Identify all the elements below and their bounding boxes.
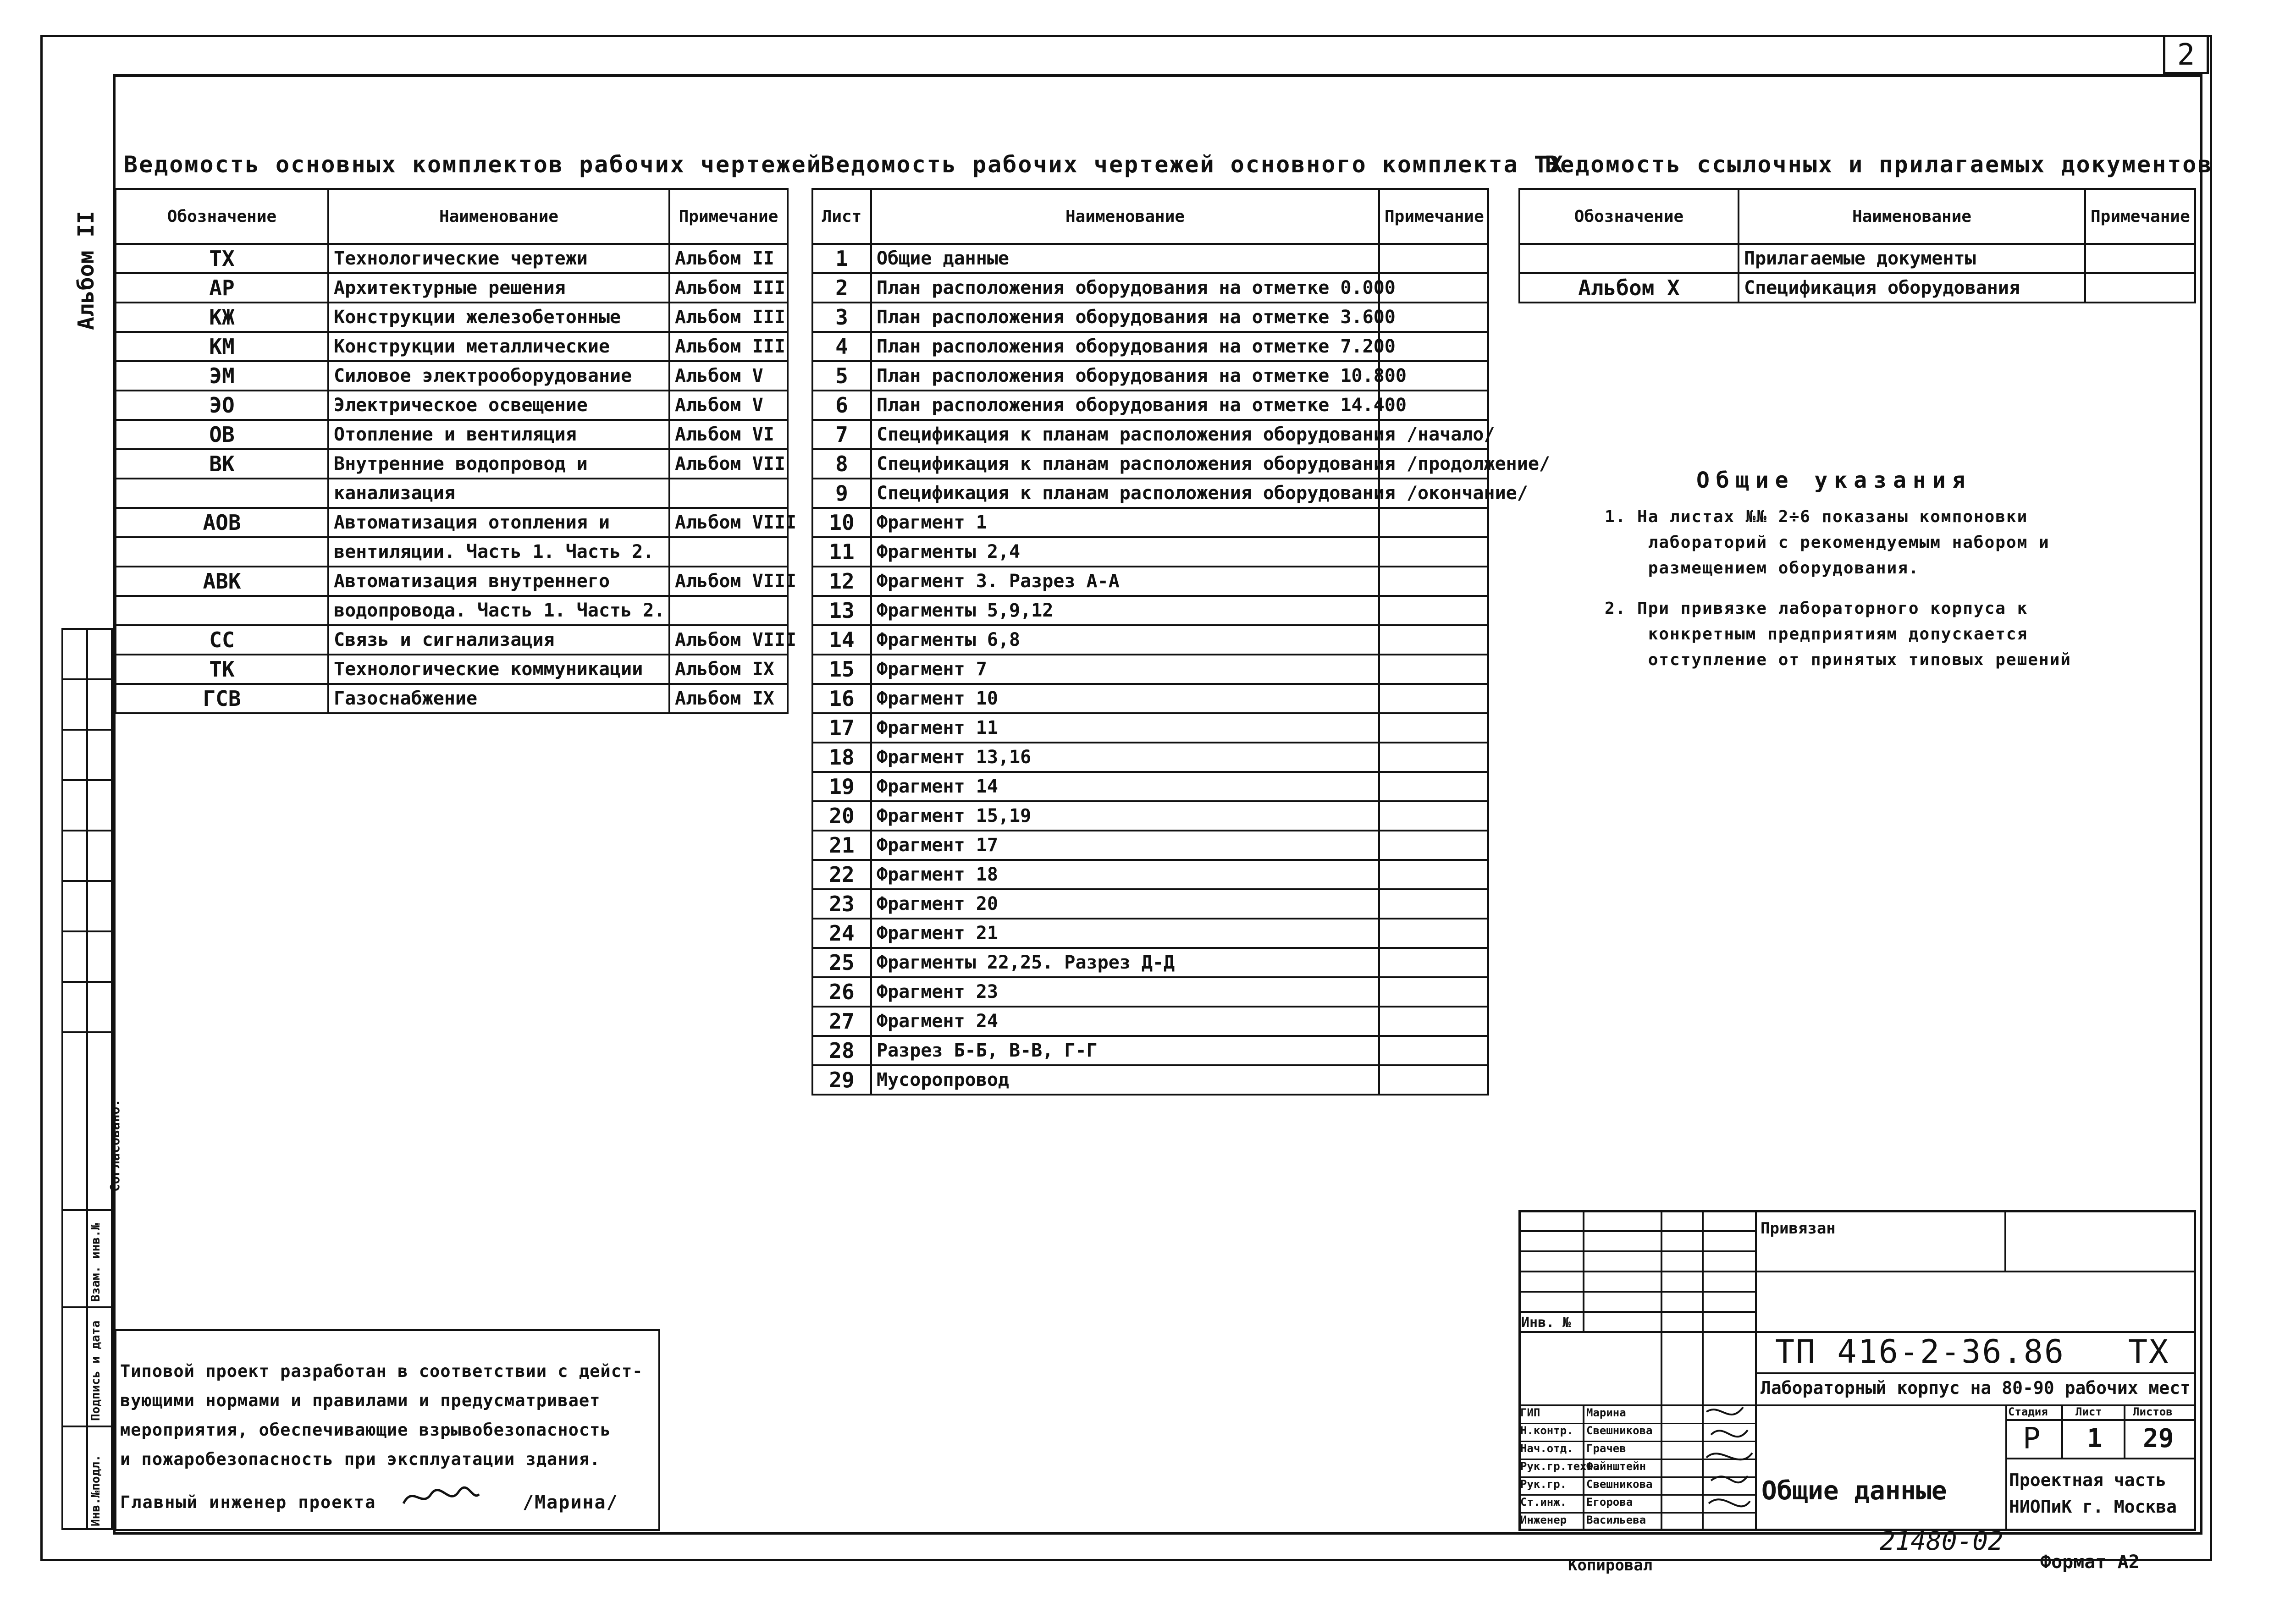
table-row (812, 479, 1488, 508)
table-row (812, 567, 1488, 596)
stamp-person: Свешникова (1586, 1424, 1653, 1437)
table-cell: Спецификация к планам расположения оборудования /окончание/ (871, 479, 1379, 508)
table-cell: Фрагмент 20 (871, 889, 1379, 919)
table-row (812, 860, 1488, 889)
table-cell-empty (1379, 801, 1488, 831)
table1 (115, 188, 796, 714)
table-cell: 16 (812, 684, 871, 713)
table-cell: Фрагмент 1 (871, 508, 1379, 537)
table-row (116, 303, 788, 332)
table-cell (116, 596, 328, 625)
table-cell: Разрез Б-Б, В-В, Г-Г (871, 1036, 1379, 1065)
table-cell: 6 (812, 391, 871, 420)
table-row (812, 449, 1488, 479)
table-cell: Фрагменты 22,25. Разрез Д-Д (871, 948, 1379, 977)
table-cell: Альбом V (669, 361, 788, 391)
table-cell: Фрагмент 10 (871, 684, 1379, 713)
table-cell: Альбом IX (669, 684, 788, 713)
table-cell: Отопление и вентиляция (328, 420, 669, 449)
table-cell: Конструкции металлические (328, 332, 669, 361)
stamp-role: Нач.отд. (1520, 1442, 1573, 1455)
organization: Проектная часть НИОПиК г. Москва (2009, 1470, 2177, 1517)
table-row (116, 596, 788, 625)
table-cell: Альбом IX (669, 655, 788, 684)
table-row (812, 1007, 1488, 1036)
table-row (116, 449, 788, 479)
table-cell: 20 (812, 801, 871, 831)
copied-label: Копировал (1568, 1556, 1653, 1574)
table2 (811, 188, 1551, 1096)
stamp-role: Рук.гр. (1520, 1478, 1567, 1491)
table-cell (2085, 273, 2195, 303)
table-row (1519, 244, 2195, 273)
table-cell: ТХ (116, 244, 328, 273)
table-row (1519, 273, 2195, 303)
table-cell (669, 596, 788, 625)
table-cell-empty (1379, 508, 1488, 537)
table-row (116, 567, 788, 596)
table-cell-empty (1379, 772, 1488, 801)
table-cell: Внутренние водопровод и (328, 449, 669, 479)
table-row (812, 1065, 1488, 1095)
table-row (812, 684, 1488, 713)
table-cell-empty (1379, 860, 1488, 889)
inv-no-label: Инв. № (1521, 1315, 1571, 1331)
table-cell: 23 (812, 889, 871, 919)
table3-header-note: Примечание (2085, 189, 2195, 244)
table-row (812, 801, 1488, 831)
table-cell: 8 (812, 449, 871, 479)
table-cell: 17 (812, 713, 871, 743)
table-row (116, 273, 788, 303)
table-cell: 10 (812, 508, 871, 537)
table-cell: АОВ (116, 508, 328, 537)
table-row (116, 479, 788, 508)
agreed-label: Согласовано: (107, 1099, 122, 1192)
project-code: ТП 416-2-36.86 (1775, 1333, 2065, 1371)
table-row (116, 332, 788, 361)
table-cell-empty (1379, 537, 1488, 567)
table2-header-name: Наименование (871, 189, 1379, 244)
stage-label: Стадия (2008, 1405, 2048, 1418)
table-cell: Альбом II (669, 244, 788, 273)
sheets-value: 29 (2143, 1424, 2174, 1453)
table-cell: Альбом X (1519, 273, 1739, 303)
table-cell: Технологические чертежи (328, 244, 669, 273)
table-cell: Фрагмент 15,19 (871, 801, 1379, 831)
table-row (812, 361, 1488, 391)
table1-header-designation: Обозначение (116, 189, 328, 244)
table-cell-empty (1379, 977, 1488, 1007)
table-cell: Фрагмент 21 (871, 919, 1379, 948)
table2-header-sheet: Лист (812, 189, 871, 244)
sheet-label: Лист (2075, 1405, 2102, 1418)
table-cell: 14 (812, 625, 871, 655)
table-cell: 18 (812, 743, 871, 772)
table2-header-note: Примечание (1379, 189, 1488, 244)
table3 (1518, 188, 2196, 303)
table-row (812, 889, 1488, 919)
table-cell: ОВ (116, 420, 328, 449)
table-cell: Альбом III (669, 303, 788, 332)
table-cell-empty (1379, 1065, 1488, 1095)
table-cell (2085, 244, 2195, 273)
table-cell: ВК (116, 449, 328, 479)
table-cell: Архитектурные решения (328, 273, 669, 303)
table-cell: 11 (812, 537, 871, 567)
title-block (1518, 1210, 2196, 1531)
table-row (116, 655, 788, 684)
table-cell: ЭО (116, 391, 328, 420)
table-cell: Фрагмент 3. Разрез А-А (871, 567, 1379, 596)
table-cell-empty (1379, 948, 1488, 977)
table-cell: Фрагмент 23 (871, 977, 1379, 1007)
stamp-role: ГИП (1520, 1406, 1540, 1419)
table-cell: вентиляции. Часть 1. Часть 2. (328, 537, 669, 567)
table-cell-empty (1379, 1036, 1488, 1065)
table-cell: Фрагмент 17 (871, 831, 1379, 860)
general-note-1: 1. На листах №№ 2÷6 показаны компоновки лабораторий с рекомендуемым набором и размещением оборудования. (1605, 507, 2050, 578)
sheet-value: 1 (2087, 1424, 2103, 1453)
table-cell: Спецификация к планам расположения оборудования /начало/ (871, 420, 1379, 449)
table-cell: Электрическое освещение (328, 391, 669, 420)
table-cell-empty (1379, 625, 1488, 655)
table-row (812, 948, 1488, 977)
table-cell: Фрагменты 6,8 (871, 625, 1379, 655)
table-cell: Фрагмент 11 (871, 713, 1379, 743)
table-cell: Технологические коммуникации (328, 655, 669, 684)
table-cell: Альбом VIII (669, 508, 788, 537)
table-row (812, 244, 1488, 273)
table-cell-empty (1379, 655, 1488, 684)
sheets-label: Листов (2133, 1405, 2173, 1418)
table-cell: Спецификация оборудования (1739, 273, 2085, 303)
table-cell: канализация (328, 479, 669, 508)
table-cell: Общие данные (871, 244, 1379, 273)
table-cell-empty (1379, 684, 1488, 713)
table-cell (1519, 244, 1739, 273)
table-cell: Автоматизация отопления и (328, 508, 669, 537)
table-row (812, 743, 1488, 772)
table-cell: Фрагмент 14 (871, 772, 1379, 801)
table-cell: Автоматизация внутреннего (328, 567, 669, 596)
sheet-title: Общие данные (1761, 1476, 1947, 1506)
table3-header-name: Наименование (1739, 189, 2085, 244)
chief-engineer-signature (399, 1481, 481, 1513)
table-cell: 9 (812, 479, 871, 508)
table-cell: 13 (812, 596, 871, 625)
stamp-person: Марина (1586, 1406, 1626, 1419)
table3-header-designation: Обозначение (1519, 189, 1739, 244)
table-cell: 24 (812, 919, 871, 948)
stamp-person: Свешникова (1586, 1478, 1653, 1491)
stamp-role: Рук.гр.техн. (1520, 1460, 1600, 1473)
table1-header-name: Наименование (328, 189, 669, 244)
table-row (812, 831, 1488, 860)
inv-dup-label: Взам. инв.№ (89, 1222, 103, 1302)
table3-title: Ведомость ссылочных и прилагаемых документов (1545, 151, 2213, 178)
compliance-text: Типовой проект разработан в соответствии с дейст- вующими нормами и правилами и предусматривает мероприятия, обеспечивающие взрывобезопасность и пожаробезопасность при эксплуатации здания. (120, 1361, 643, 1469)
table-cell: АВК (116, 567, 328, 596)
table-cell-empty (1379, 596, 1488, 625)
table-cell: АР (116, 273, 328, 303)
table-row (812, 508, 1488, 537)
table-cell: Фрагменты 2,4 (871, 537, 1379, 567)
table-cell: 4 (812, 332, 871, 361)
table-cell: План расположения оборудования на отметке 0.000 (871, 273, 1379, 303)
table-cell: Альбом VII (669, 449, 788, 479)
table-cell: Мусоропровод (871, 1065, 1379, 1095)
table-cell: Фрагмент 24 (871, 1007, 1379, 1036)
table-cell: Газоснабжение (328, 684, 669, 713)
table-cell (669, 537, 788, 567)
table-row (116, 684, 788, 713)
table-row (812, 596, 1488, 625)
table-cell: КЖ (116, 303, 328, 332)
table-cell-empty (1379, 1007, 1488, 1036)
archive-number: 21480-02 (1880, 1526, 2004, 1556)
table-cell: Альбом VI (669, 420, 788, 449)
table-row (116, 391, 788, 420)
stamp-role: Ст.инж. (1520, 1496, 1567, 1508)
table-cell: Связь и сигнализация (328, 625, 669, 655)
approval-strip (61, 628, 122, 1530)
privyazan-label: Привязан (1761, 1219, 1836, 1238)
drawing-mark: ТХ (2128, 1333, 2170, 1371)
table-cell (116, 537, 328, 567)
table-row (812, 303, 1488, 332)
table-cell: План расположения оборудования на отметке 7.200 (871, 332, 1379, 361)
table-cell-empty (1379, 567, 1488, 596)
stamp-role: Инженер (1520, 1514, 1567, 1526)
table-row (812, 273, 1488, 303)
table-row (812, 391, 1488, 420)
table-row (812, 655, 1488, 684)
table-cell: 27 (812, 1007, 871, 1036)
stamp-role: Н.контр. (1520, 1424, 1573, 1437)
chief-engineer-name: /Марина/ (523, 1492, 618, 1513)
table-cell: Фрагмент 18 (871, 860, 1379, 889)
table-cell: 21 (812, 831, 871, 860)
general-notes-title: Общие указания (1696, 468, 1972, 493)
table-cell: СС (116, 625, 328, 655)
table-row (116, 420, 788, 449)
table-row (812, 420, 1488, 449)
table-cell: 28 (812, 1036, 871, 1065)
stamp-person: Васильева (1586, 1514, 1646, 1526)
table-cell: водопровода. Часть 1. Часть 2. (328, 596, 669, 625)
table-cell: Альбом VIII (669, 625, 788, 655)
table-row (812, 537, 1488, 567)
stamp-person: Егорова (1586, 1496, 1633, 1508)
table-cell: ТК (116, 655, 328, 684)
table-cell: Конструкции железобетонные (328, 303, 669, 332)
table-cell: 22 (812, 860, 871, 889)
table-row (812, 1036, 1488, 1065)
table-row (812, 919, 1488, 948)
table-cell: Альбом III (669, 273, 788, 303)
table-cell-empty (1379, 831, 1488, 860)
stage-value: Р (2023, 1422, 2041, 1456)
table-cell: Альбом III (669, 332, 788, 361)
table-row (116, 508, 788, 537)
table-cell: План расположения оборудования на отметке 3.600 (871, 303, 1379, 332)
table-row (116, 244, 788, 273)
table-row (116, 361, 788, 391)
album-label: Альбом II (73, 210, 99, 330)
format-label: Формат А2 (2040, 1552, 2140, 1573)
table-row (116, 537, 788, 567)
table-cell: Альбом V (669, 391, 788, 420)
table-cell: ЭМ (116, 361, 328, 391)
table1-header-note: Примечание (669, 189, 788, 244)
stamp-person: Файнштейн (1586, 1460, 1646, 1473)
table-cell: 19 (812, 772, 871, 801)
inv-orig-label: Инв.№подл. (89, 1454, 103, 1526)
table-cell: Фрагмент 13,16 (871, 743, 1379, 772)
table-cell: Спецификация к планам расположения оборудования /продолжение/ (871, 449, 1379, 479)
table-cell: 15 (812, 655, 871, 684)
stamp-person: Грачев (1586, 1442, 1626, 1455)
sheet-number: 2 (2163, 35, 2209, 74)
table-cell: 29 (812, 1065, 871, 1095)
sign-date-label: Подпись и дата (89, 1320, 103, 1421)
table-cell-empty (1379, 919, 1488, 948)
table-row (116, 625, 788, 655)
table-cell-empty (1379, 713, 1488, 743)
table-cell: 1 (812, 244, 871, 273)
table-cell: 26 (812, 977, 871, 1007)
table-row (812, 625, 1488, 655)
table-cell-empty (1379, 244, 1488, 273)
table-cell (669, 479, 788, 508)
table-cell (116, 479, 328, 508)
table-cell: 7 (812, 420, 871, 449)
table-cell: План расположения оборудования на отметке 10.800 (871, 361, 1379, 391)
table-cell: Фрагменты 5,9,12 (871, 596, 1379, 625)
table-row (812, 332, 1488, 361)
table-cell: Альбом VIII (669, 567, 788, 596)
table-cell: Прилагаемые документы (1739, 244, 2085, 273)
table-cell: Силовое электрооборудование (328, 361, 669, 391)
building-name: Лабораторный корпус на 80-90 рабочих мест (1761, 1378, 2191, 1398)
table-cell: Фрагмент 7 (871, 655, 1379, 684)
table-cell-empty (1379, 889, 1488, 919)
table-cell: ГСВ (116, 684, 328, 713)
table-row (812, 713, 1488, 743)
table-cell: План расположения оборудования на отметке 14.400 (871, 391, 1379, 420)
general-note-2: 2. При привязке лабораторного корпуса к конкретным предприятиям допускается отступление от принятых типовых решений (1605, 599, 2071, 669)
table-cell: 2 (812, 273, 871, 303)
table-cell: 5 (812, 361, 871, 391)
table-cell: 25 (812, 948, 871, 977)
chief-engineer-label: Главный инженер проекта (120, 1492, 376, 1512)
table-row (812, 977, 1488, 1007)
table-row (812, 772, 1488, 801)
table-cell: 3 (812, 303, 871, 332)
table1-title: Ведомость основных комплектов рабочих чертежей (124, 151, 822, 178)
stamp-signatures (1702, 1393, 1757, 1531)
table2-title: Ведомость рабочих чертежей основного комплекта ТХ (821, 151, 1565, 178)
table-cell: КМ (116, 332, 328, 361)
table-cell: 12 (812, 567, 871, 596)
table-cell-empty (1379, 743, 1488, 772)
